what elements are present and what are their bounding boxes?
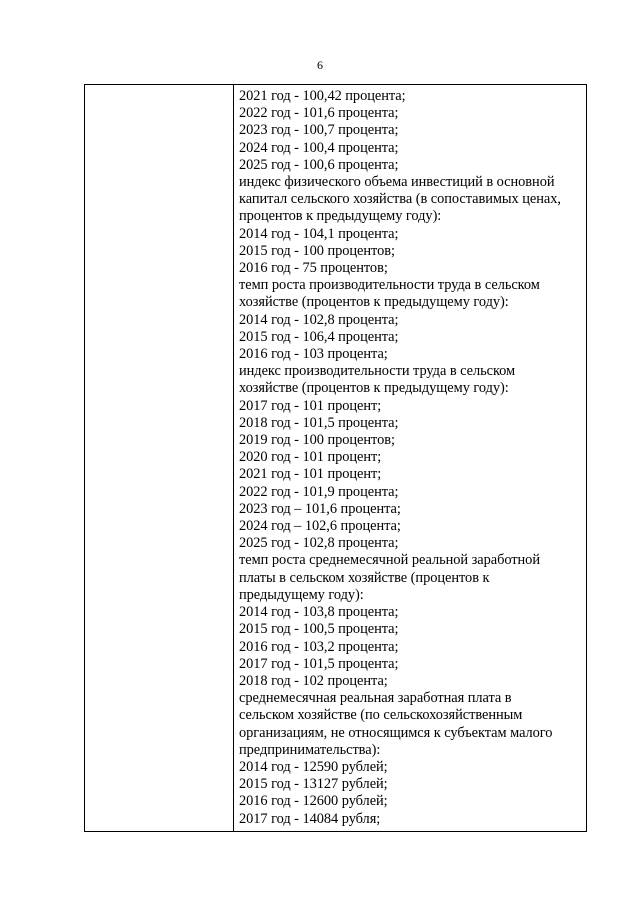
text-line: 2019 год - 100 процентов; bbox=[239, 432, 395, 449]
text-line: 2016 год - 103 процента; bbox=[239, 346, 388, 363]
text-line: 2015 год - 100 процентов; bbox=[239, 242, 395, 259]
text-line: 2025 год - 100,6 процента; bbox=[239, 156, 399, 173]
text-line: 2014 год - 102,8 процента; bbox=[239, 311, 399, 328]
table-row bbox=[85, 85, 587, 832]
text-line: среднемесячная реальная заработная плата в bbox=[239, 690, 512, 707]
document-table bbox=[84, 84, 587, 832]
table-cell-left bbox=[85, 85, 234, 832]
text-line: 2017 год - 14084 рубля; bbox=[239, 810, 381, 827]
text-lines bbox=[239, 88, 586, 828]
text-line: 2014 год - 12590 рублей; bbox=[239, 758, 388, 775]
text-line: хозяйстве (процентов к предыдущему году): bbox=[239, 294, 509, 311]
table-cell-right bbox=[234, 85, 587, 832]
text-line: 2018 год - 101,5 процента; bbox=[239, 414, 399, 431]
text-line: сельском хозяйстве (по сельскохозяйственным bbox=[239, 707, 523, 724]
text-line: темп роста среднемесячной реальной заработной bbox=[239, 552, 540, 569]
text-line: 2015 год - 100,5 процента; bbox=[239, 621, 399, 638]
text-line: 2024 год – 102,6 процента; bbox=[239, 518, 401, 535]
text-line: 2021 год - 101 процент; bbox=[239, 466, 382, 483]
text-line: 2017 год - 101,5 процента; bbox=[239, 655, 399, 672]
text-line: 2014 год - 103,8 процента; bbox=[239, 604, 399, 621]
text-line: индекс физического объема инвестиций в основной bbox=[239, 174, 555, 191]
text-line: темп роста производительности труда в сельском bbox=[239, 277, 540, 294]
text-line: 2015 год - 13127 рублей; bbox=[239, 776, 388, 793]
text-line: хозяйстве (процентов к предыдущему году): bbox=[239, 380, 509, 397]
text-line: платы в сельском хозяйстве (процентов к bbox=[239, 569, 490, 586]
text-line: 2016 год - 75 процентов; bbox=[239, 260, 388, 277]
text-line: 2017 год - 101 процент; bbox=[239, 397, 382, 414]
text-line: индекс производительности труда в сельском bbox=[239, 363, 516, 380]
text-line: 2023 год – 101,6 процента; bbox=[239, 500, 401, 517]
text-line: 2022 год - 101,9 процента; bbox=[239, 483, 399, 500]
text-line: 2014 год - 104,1 процента; bbox=[239, 225, 399, 242]
text-line: предыдущему году): bbox=[239, 586, 364, 603]
text-line: 2020 год - 101 процент; bbox=[239, 449, 382, 466]
text-line: процентов к предыдущему году): bbox=[239, 208, 442, 225]
text-line: 2024 год - 100,4 процента; bbox=[239, 139, 399, 156]
page-number: 6 bbox=[317, 58, 323, 72]
text-line: предпринимательства): bbox=[239, 741, 381, 758]
text-line: 2021 год - 100,42 процента; bbox=[239, 88, 406, 104]
text-line: 2022 год - 101,6 процента; bbox=[239, 105, 399, 122]
text-line: организациям, не относящимся к субъектам малого bbox=[239, 724, 553, 741]
text-line: 2015 год - 106,4 процента; bbox=[239, 328, 399, 345]
text-line: 2018 год - 102 процента; bbox=[239, 672, 388, 689]
text-line: 2025 год - 102,8 процента; bbox=[239, 535, 399, 552]
text-line: 2023 год - 100,7 процента; bbox=[239, 122, 399, 139]
text-line: 2016 год - 12600 рублей; bbox=[239, 793, 388, 810]
text-line: капитал сельского хозяйства (в сопоставимых ценах, bbox=[239, 191, 561, 208]
text-line: 2016 год - 103,2 процента; bbox=[239, 638, 399, 655]
